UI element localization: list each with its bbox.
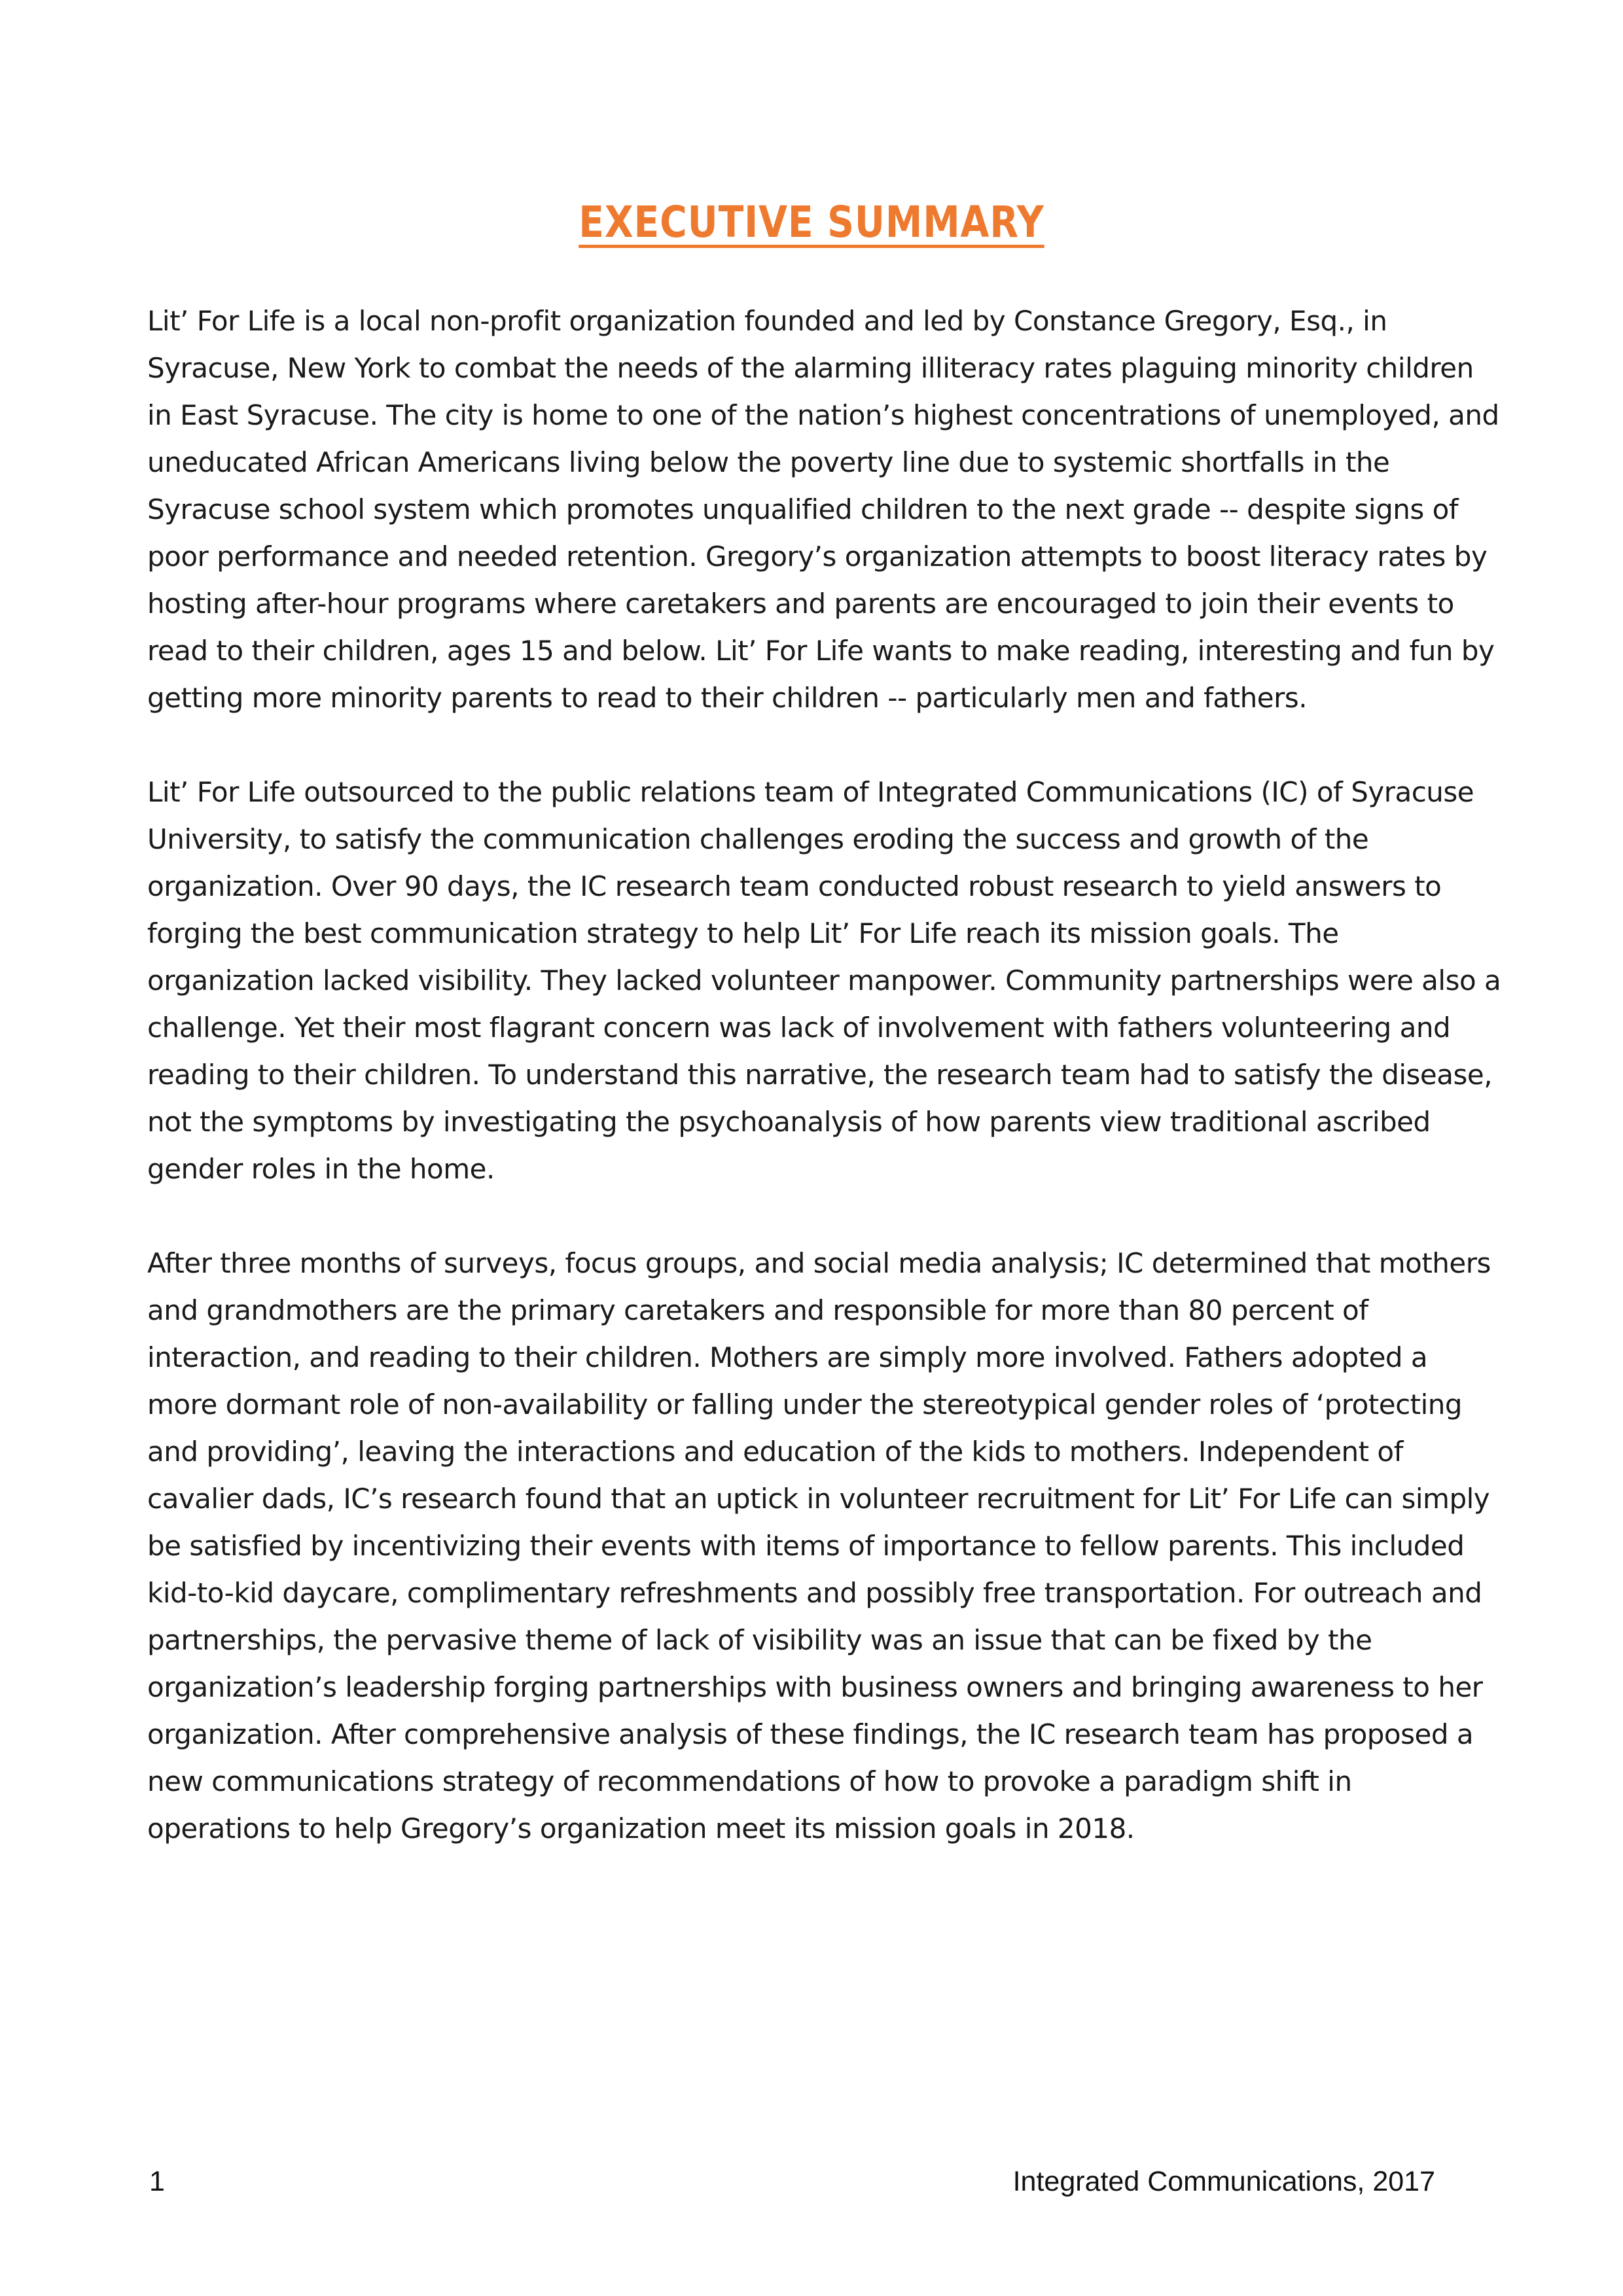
page-number: 1 bbox=[149, 2166, 165, 2197]
paragraph-2: Lit’ For Life outsourced to the public relations team of Integrated Communications (IC) of Syracuse University, to satisfy the communication challenges eroding the success and growth of the organization. Over 90 days, the IC research team conducted robust research to yield answers to forging the best communication strategy to help Lit’ For Life reach its mission goals. The organization lacked visibility. They lacked volunteer manpower. Community partnerships were also a challenge. Yet their most flagrant concern was lack of involvement with fathers volunteering and reading to their children. To understand this narrative, the research team had to satisfy the disease, not the symptoms by investigating the psychoanalysis of how parents view traditional ascribed gender roles in the home. bbox=[147, 776, 1501, 1185]
document-body bbox=[147, 298, 1502, 1899]
page-title: EXECUTIVE SUMMARY bbox=[579, 197, 1044, 247]
paragraph-3: After three months of surveys, focus groups, and social media analysis; IC determined that mothers and grandmothers are the primary caretakers and responsible for more than 80 percent of interaction, and reading to their children. Mothers are simply more involved. Fathers adopted a more dormant role of non-availability or falling under the stereotypical gender roles of ‘protecting and providing’, leaving the interactions and education of the kids to mothers. Independent of cavalier dads, IC’s research found that an uptick in volunteer recruitment for Lit’ For Life can simply be satisfied by incentivizing their events with items of importance to fellow parents. This included kid-to-kid daycare, complimentary refreshments and possibly free transportation. For outreach and partnerships, the pervasive theme of lack of visibility was an issue that can be fixed by the organization’s leadership forging partnerships with business owners and bringing awareness to her organization. After comprehensive analysis of these findings, the IC research team has proposed a new communications strategy of recommendations of how to provoke a paradigm shift in operations to help Gregory’s organization meet its mission goals in 2018. bbox=[147, 1247, 1491, 1845]
footer-text: Integrated Communications, 2017 bbox=[1012, 2166, 1435, 2197]
paragraph-1: Lit’ For Life is a local non-profit organization founded and led by Constance Gregory, Esq., in Syracuse, New York to combat the needs of the alarming illiteracy rates plaguing minority children in East Syracuse. The city is home to one of the nation’s highest concentrations of unemployed, and uneducated African Americans living below the poverty line due to systemic shortfalls in the Syracuse school system which promotes unqualified children to the next grade -- despite signs of poor performance and needed retention. Gregory’s organization attempts to boost literacy rates by hosting after-hour programs where caretakers and parents are encouraged to join their events to read to their children, ages 15 and below. Lit’ For Life wants to make reading, interesting and fun by getting more minority parents to read to their children -- particularly men and fathers. bbox=[147, 305, 1499, 714]
